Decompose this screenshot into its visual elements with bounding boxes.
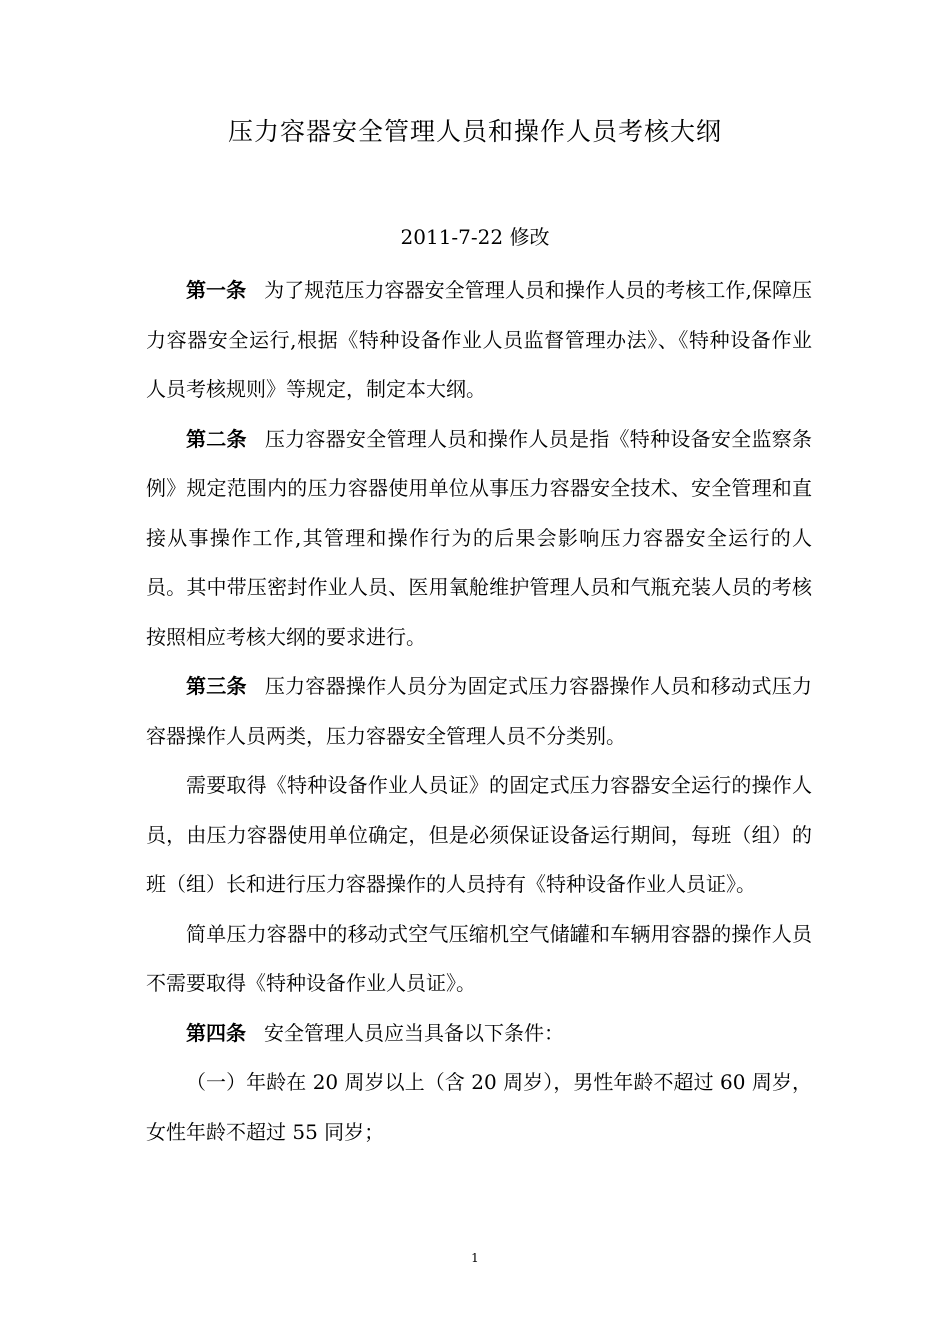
paragraph-article-2 xyxy=(146,415,812,663)
paragraph-text: 压力容器安全管理人员和操作人员是指《特种设备安全监察条例》规定范围内的压力容器使用单位从事压力容器安全技术、安全管理和直接从事操作工作,其管理和操作行为的后果会影响压力容器安全运行的人员。其中带压密封作业人员、医用氧舱维护管理人员和气瓶充装人员的考核按照相应考核大纲的要求进行。 xyxy=(146,426,813,649)
article-label: 第二条 xyxy=(186,426,247,451)
paragraph-text: 安全管理人员应当具备以下条件： xyxy=(264,1020,564,1045)
paragraph-article-4 xyxy=(146,1009,812,1059)
paragraph-text: 压力容器操作人员分为固定式压力容器操作人员和移动式压力容器操作人员两类，压力容器安全管理人员不分类别。 xyxy=(146,674,813,748)
paragraph-article-1 xyxy=(146,266,812,415)
article-label: 第三条 xyxy=(186,674,247,698)
revision-date: 2011-7-22 修改 xyxy=(400,225,550,249)
document-body xyxy=(146,266,812,1157)
paragraph-article-3 xyxy=(146,662,812,761)
paragraph-text: 简单压力容器中的移动式空气压缩机空气储罐和车辆用容器的操作人员不需要取得《特种设备作业人员证》。 xyxy=(146,921,812,995)
article-label: 第四条 xyxy=(186,1020,246,1045)
document-title: 压力容器安全管理人员和操作人员考核大纲 xyxy=(227,117,722,146)
paragraph-text: 需要取得《特种设备作业人员证》的固定式压力容器安全运行的操作人员，由压力容器使用单位确定，但是必须保证设备运行期间，每班（组）的班（组）长和进行压力容器操作的人员持有《特种设备作业人员证》。 xyxy=(146,773,812,896)
paragraph-article-3-clause-2 xyxy=(146,761,812,910)
paragraph-text: 为了规范压力容器安全管理人员和操作人员的考核工作,保障压力容器安全运行,根据《特种设备作业人员监督管理办法》、《特种设备作业人员考核规则》等规定，制定本大纲。 xyxy=(146,278,813,401)
page-number: 1 xyxy=(471,1251,479,1265)
paragraph-text: （一）年龄在 20 周岁以上（含 20 周岁），男性年龄不超过 60 周岁，女性年龄不超过 55 同岁； xyxy=(146,1070,812,1144)
article-label: 第一条 xyxy=(186,278,247,302)
paragraph-article-3-clause-3 xyxy=(146,910,812,1009)
paragraph-article-4-item-1 xyxy=(146,1058,812,1157)
